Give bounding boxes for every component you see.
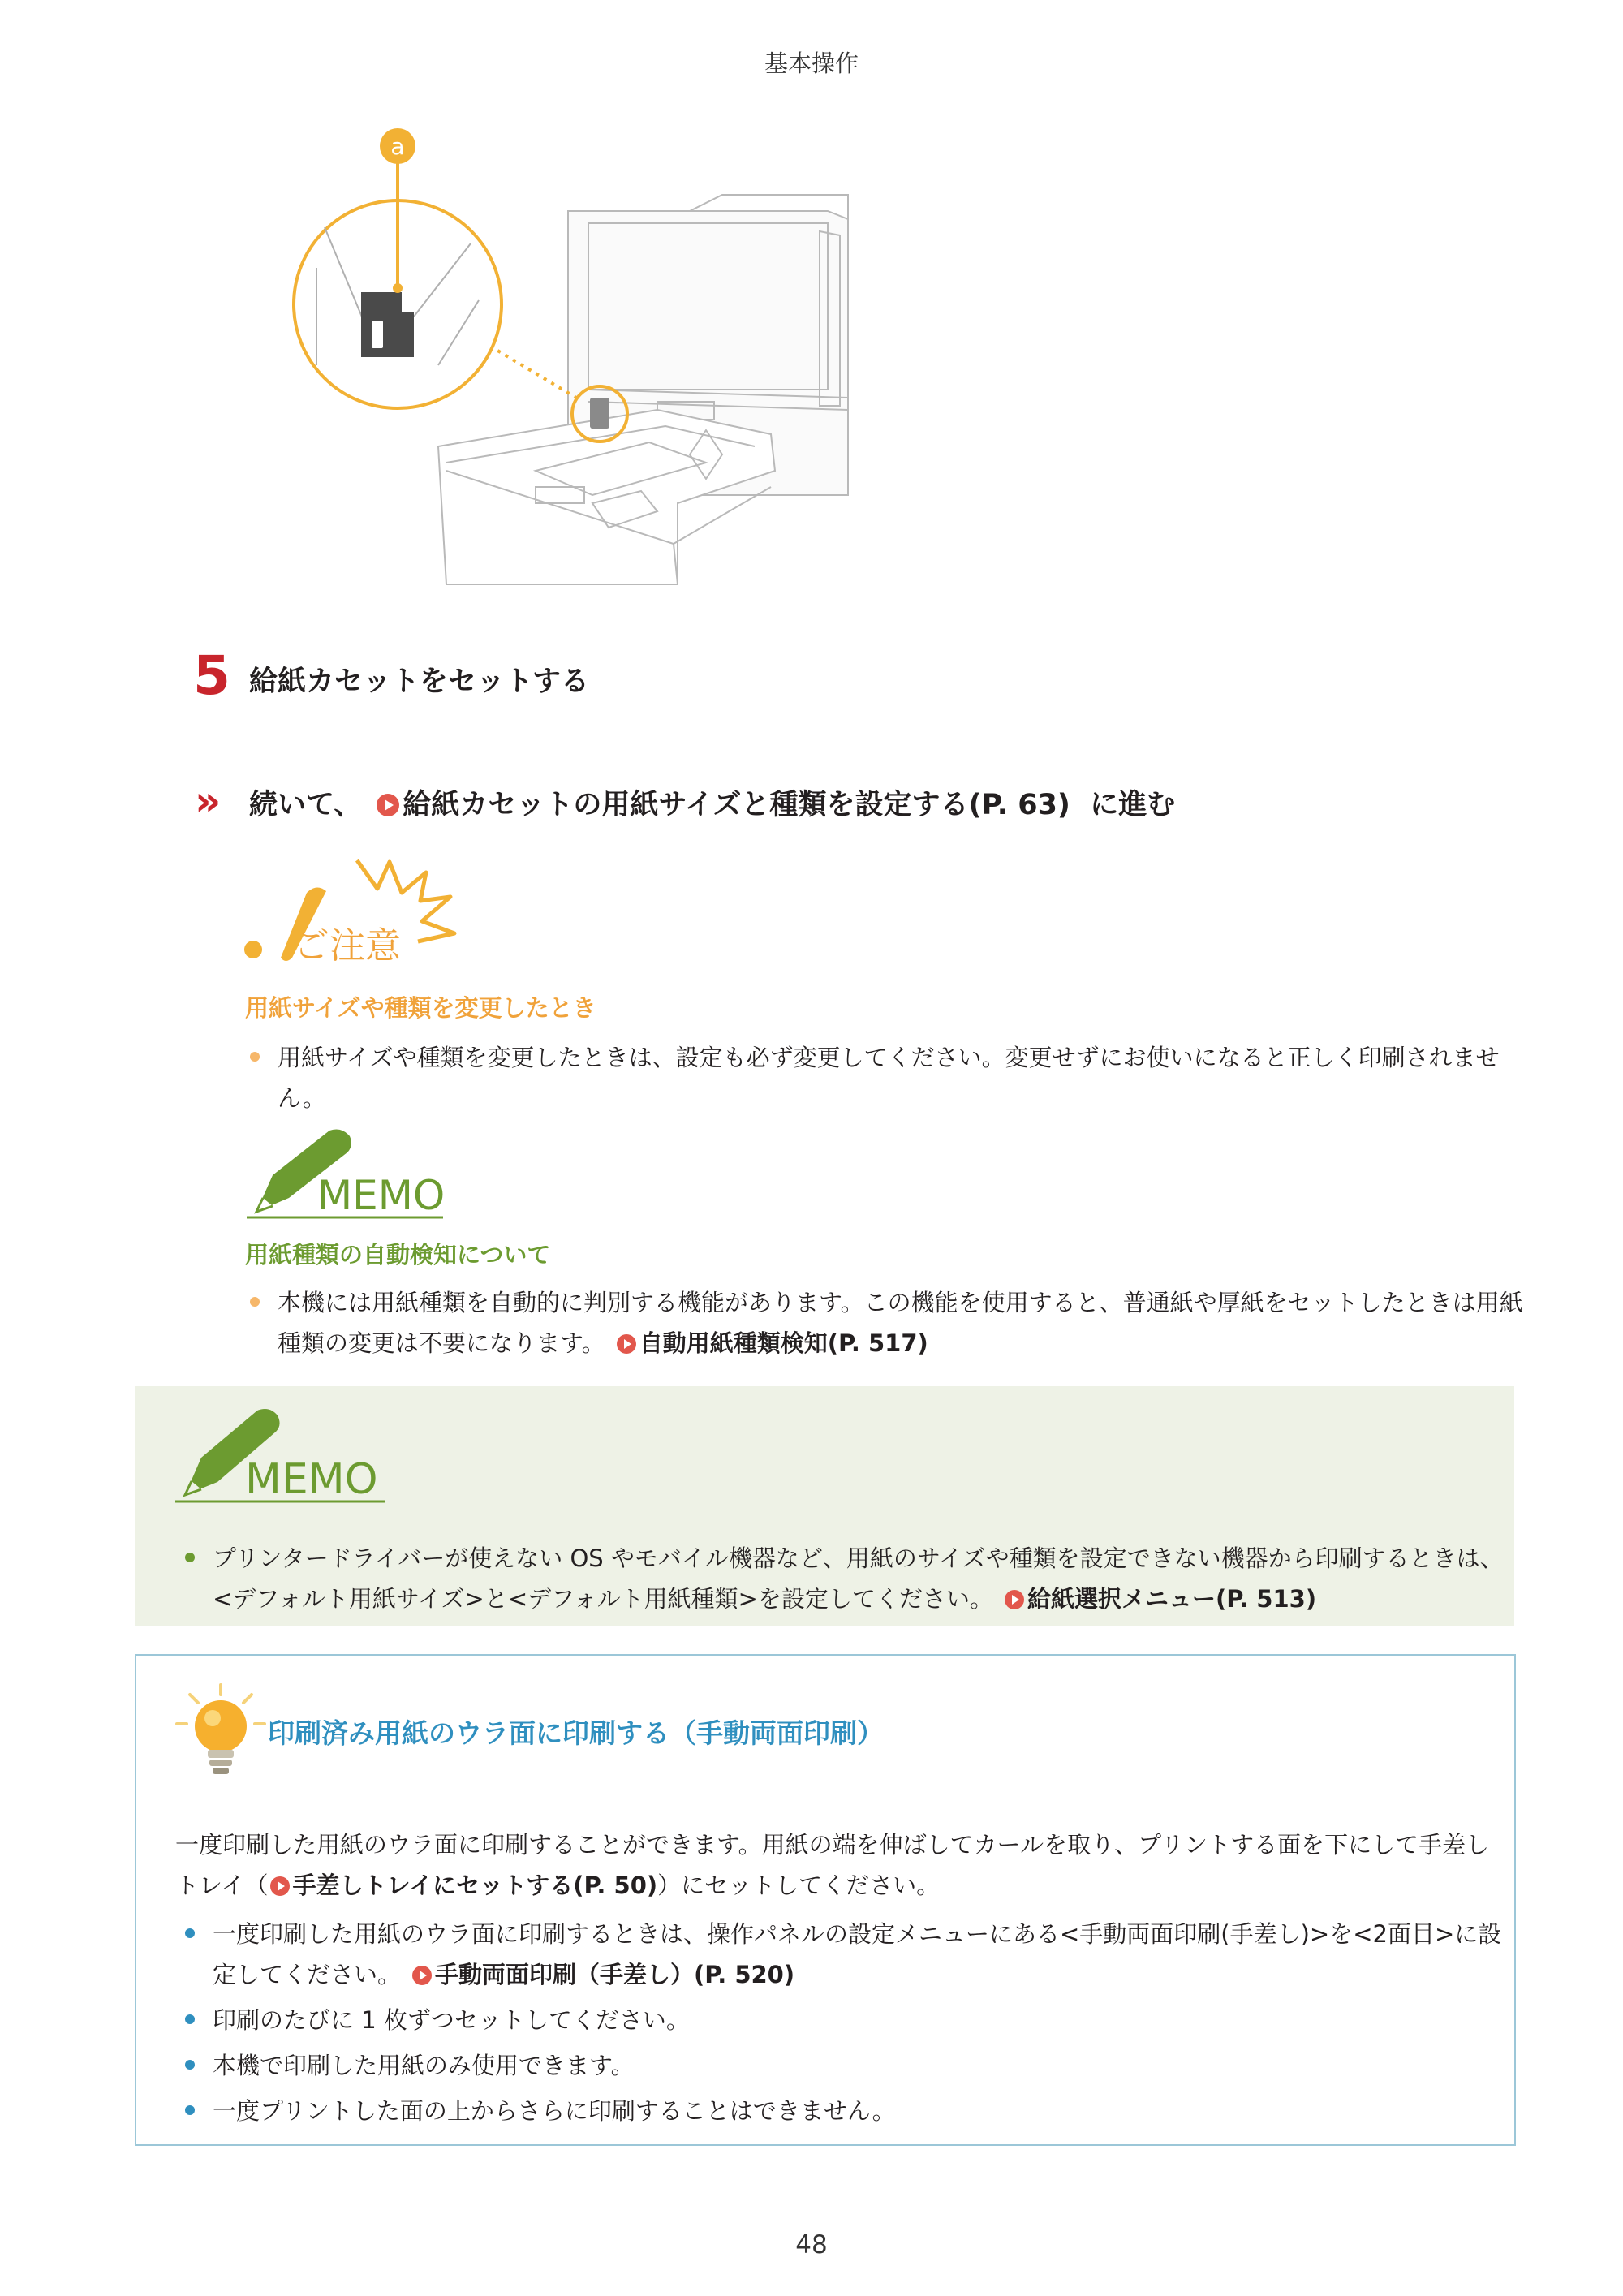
bullet-dot	[250, 1297, 260, 1307]
list-item	[213, 2045, 1511, 2086]
hint-para-link[interactable]: 手差しトレイにセットする(P. 50)	[292, 1872, 658, 1899]
link-arrow-icon	[412, 1966, 432, 1985]
bullet-dot	[185, 2060, 195, 2070]
memo-box-badge-label: MEMO	[245, 1455, 378, 1504]
hint-bullet-list	[213, 1914, 1511, 2136]
memo-bullet	[278, 1282, 1527, 1363]
list-item	[213, 1914, 1511, 1995]
caution-heading: 用紙サイズや種類を変更したとき	[245, 994, 596, 1022]
memo-box-bullet-text: プリンタードライバーが使えない OS やモバイル機器など、用紙のサイズや種類を設定できない機器から印刷するときは、<デフォルト用紙サイズ>と<デフォルト用紙種類>を設定してください。	[213, 1544, 1504, 1613]
link-arrow-icon	[377, 794, 399, 816]
bullet-dot	[185, 1553, 195, 1562]
next-step-icon: »	[195, 778, 222, 825]
bullet-dot	[185, 2105, 195, 2115]
step-instruction: 給紙カセットをセットする	[249, 666, 589, 698]
hint-title: 印刷済み用紙のウラ面に印刷する（手動両面印刷）	[268, 1717, 884, 1749]
page-number: 48	[795, 2230, 828, 2259]
bullet-dot	[250, 1052, 260, 1062]
hint-para-suffix: ）にセットしてください。	[657, 1872, 941, 1899]
callout-label: a	[390, 133, 405, 160]
memo-badge-label: MEMO	[317, 1172, 446, 1219]
hint-item-text: 印刷のたびに 1 枚ずつセットしてください。	[213, 2006, 690, 2034]
memo-box-badge-graphic	[172, 1404, 399, 1510]
bullet-dot	[185, 2014, 195, 2024]
running-header: 基本操作	[764, 50, 859, 77]
hint-item-link[interactable]: 手動両面印刷（手差し）(P. 520)	[435, 1961, 795, 1988]
link-arrow-icon	[617, 1334, 636, 1354]
bullet-dot	[185, 1928, 195, 1938]
list-item	[213, 2091, 1511, 2131]
memo-badge-graphic	[240, 1126, 492, 1224]
memo-heading: 用紙種類の自動検知について	[245, 1241, 551, 1269]
hint-item-text: 一度印刷した用紙のウラ面に印刷するときは、操作パネルの設定メニューにある<手動両面印刷(手差し)>を<2面目>に設定してください。	[213, 1920, 1502, 1988]
memo-bullet-text: 本機には用紙種類を自動的に判別する機能があります。この機能を使用すると、普通紙や厚紙をセットしたときは用紙種類の変更は不要になります。	[278, 1289, 1523, 1357]
caution-badge-label: ご注意	[294, 925, 401, 967]
next-step-suffix: に進む	[1090, 789, 1176, 821]
caution-bullet-text: 用紙サイズや種類を変更したときは、設定も必ず変更してください。変更せずにお使いになると正しく印刷されません。	[278, 1044, 1500, 1112]
light-bulb-icon	[172, 1682, 269, 1779]
list-item	[213, 2000, 1511, 2040]
hint-para-text: 一度印刷した用紙のウラ面に印刷することができます。用紙の端を伸ばしてカールを取り、プリントする面を下にして手差しトレイ（	[175, 1831, 1490, 1899]
caution-bullet	[278, 1037, 1527, 1118]
paper-cassette-illustration	[268, 122, 860, 601]
next-step-link[interactable]: 給紙カセットの用紙サイズと種類を設定する(P. 63)	[403, 789, 1070, 821]
next-step-line	[249, 782, 1175, 823]
hint-item-text: 本機で印刷した用紙のみ使用できます。	[213, 2052, 635, 2079]
memo-box-bullet-link[interactable]: 給紙選択メニュー(P. 513)	[1027, 1585, 1317, 1613]
caution-badge-graphic	[235, 844, 479, 982]
next-step-prefix: 続いて、	[249, 789, 363, 821]
link-arrow-icon	[270, 1876, 290, 1896]
memo-bullet-link[interactable]: 自動用紙種類検知(P. 517)	[639, 1329, 928, 1357]
link-arrow-icon	[1005, 1590, 1024, 1609]
step-number: 5	[193, 644, 230, 707]
hint-item-text: 一度プリントした面の上からさらに印刷することはできません。	[213, 2097, 896, 2125]
hint-paragraph	[175, 1824, 1506, 1906]
memo-box-bullet	[213, 1538, 1511, 1619]
